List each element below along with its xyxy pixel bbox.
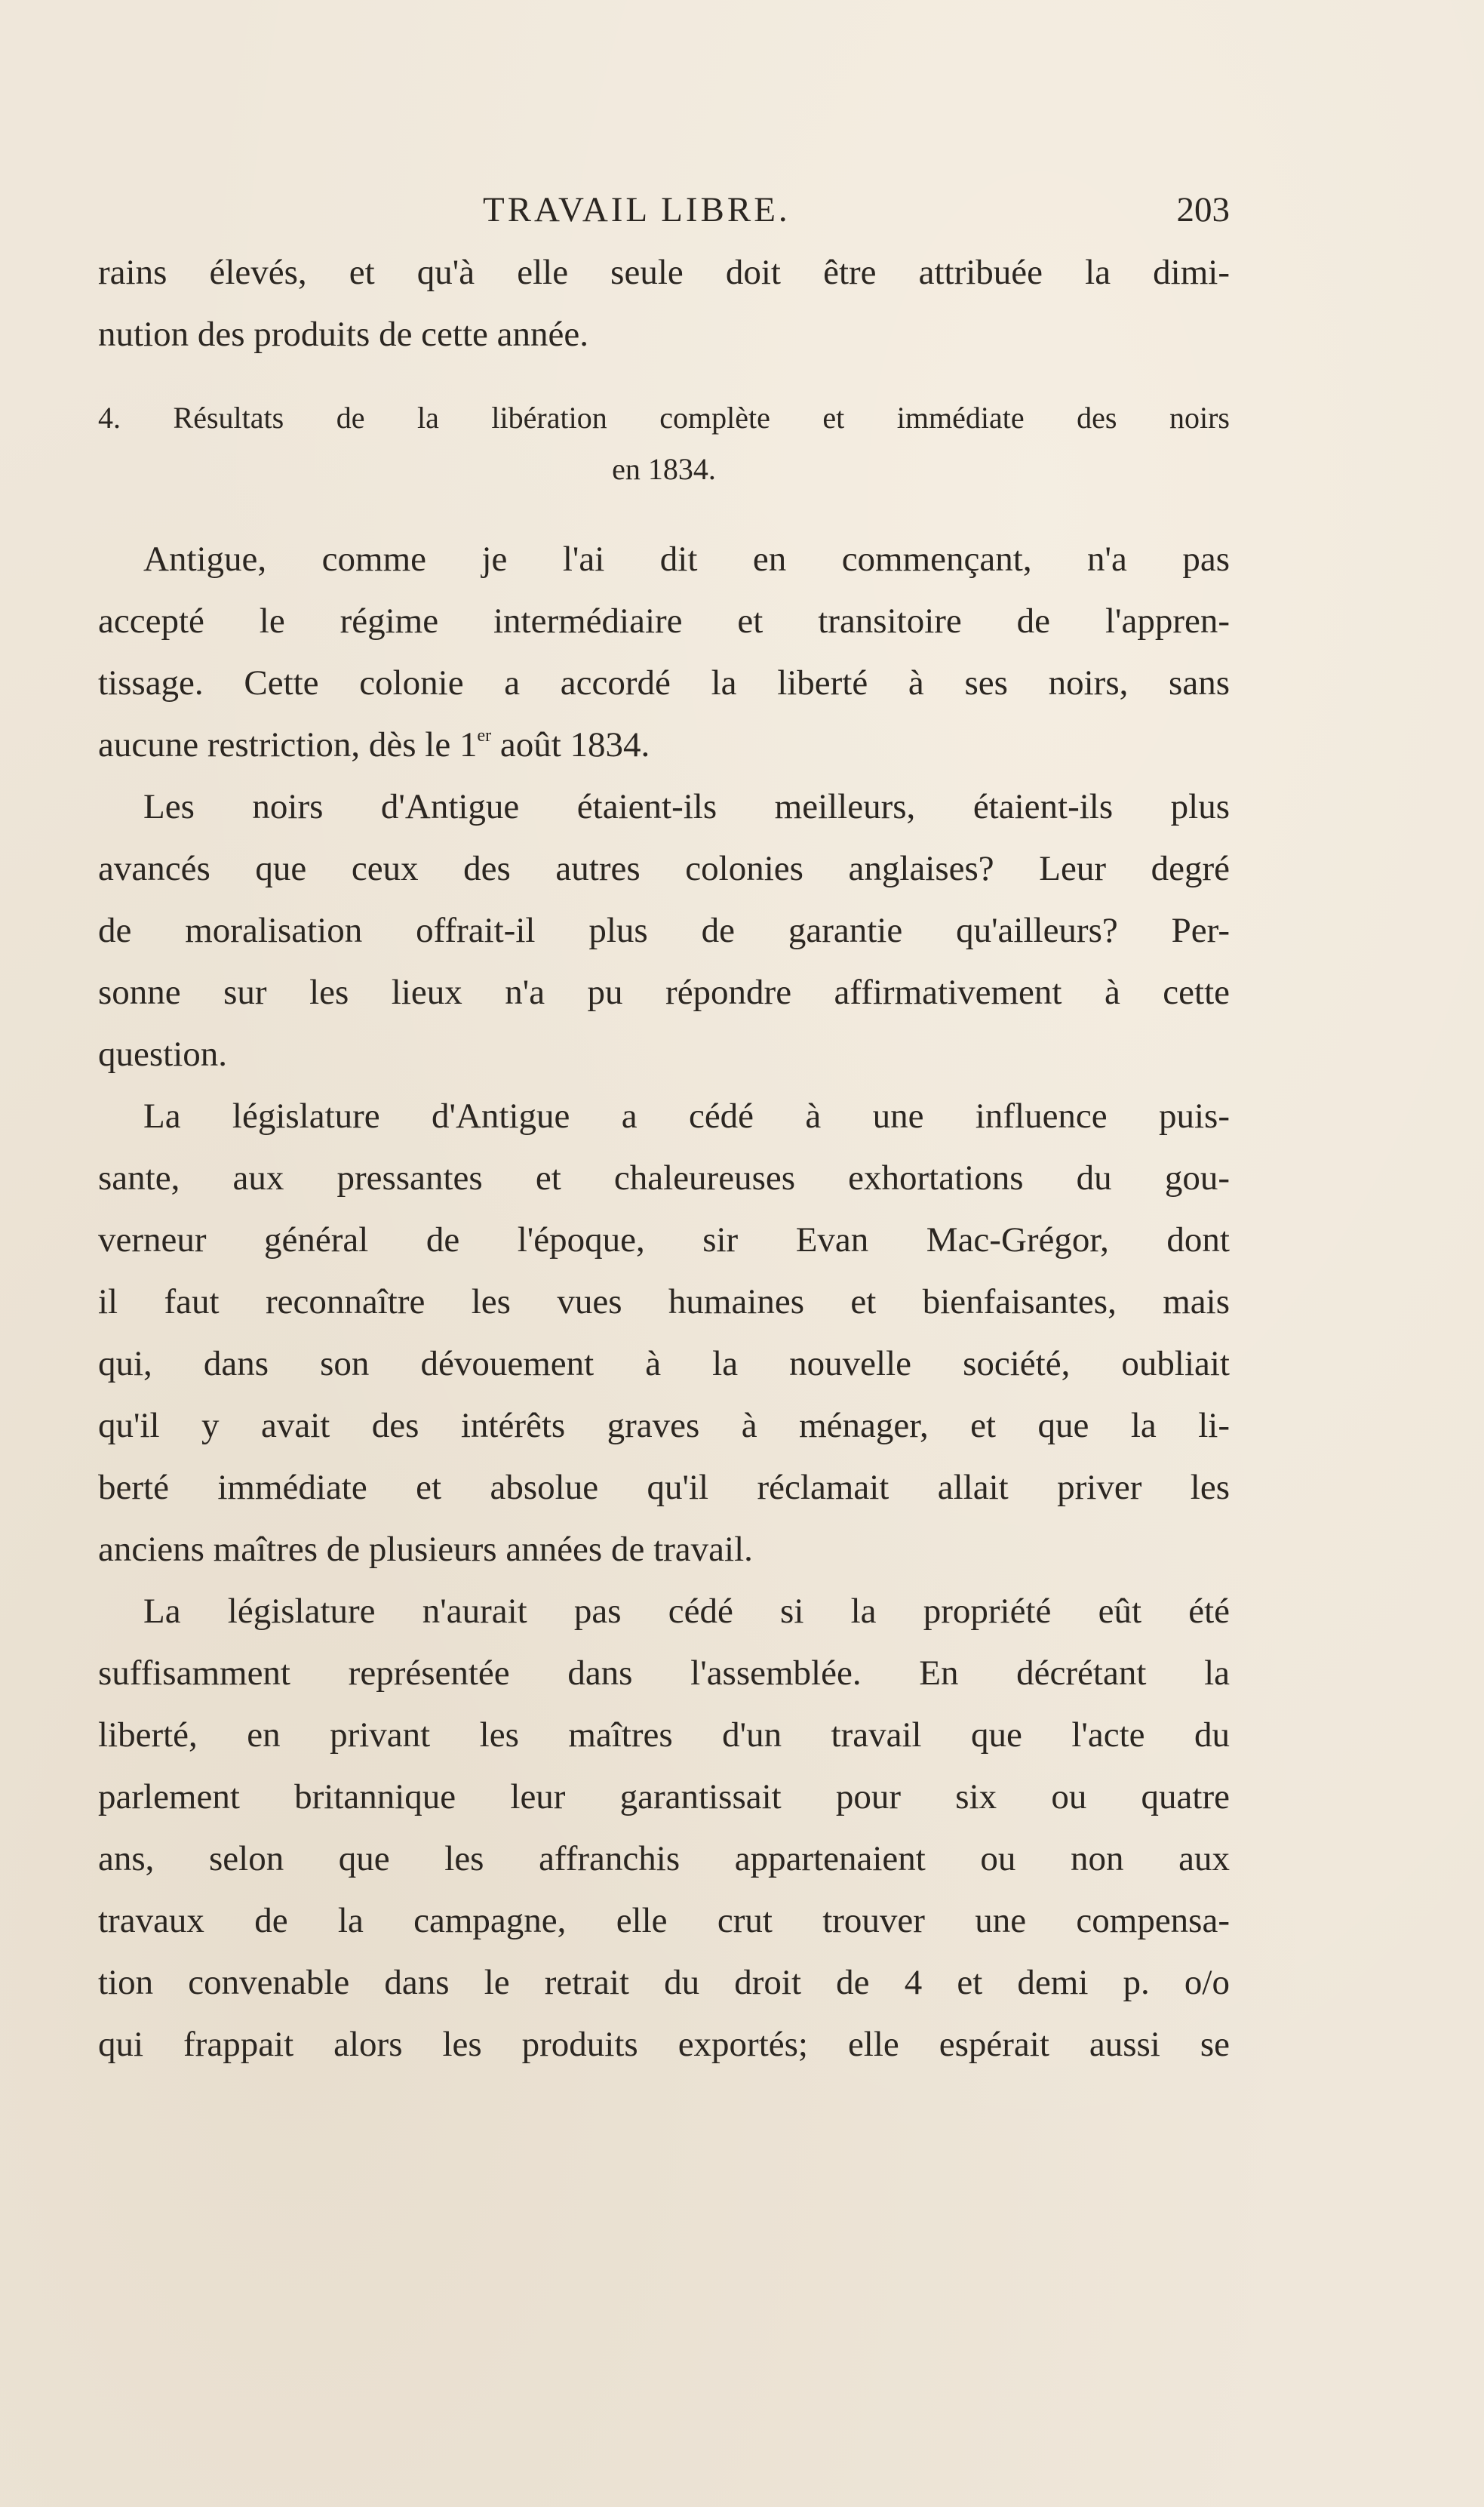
text-line [98,714,1230,776]
text-fragment: aucune restriction, dès le 1 [98,725,478,764]
text-line: ans, selon que les affranchis appartenaient ou non aux [98,1839,1230,1878]
running-head: TRAVAIL LIBRE. [483,190,791,229]
paragraph [98,528,1230,776]
paragraph [98,1580,1230,2075]
text-line: La législature d'Antigue a cédé à une influence puis- [143,1097,1230,1136]
paragraph-continuation [98,241,1230,365]
text-line: Antigue, comme je l'ai dit en commençant, n'a pas [143,540,1230,579]
text-line: tissage. Cette colonie a accordé la liberté à ses noirs, sans [98,663,1230,703]
text-line: liberté, en privant les maîtres d'un travail que l'acte du [98,1715,1230,1755]
text-fragment: août 1834. [491,725,650,764]
text-line: verneur général de l'époque, sir Evan Mac-Grégor, dont [98,1220,1230,1260]
text-line: La législature n'aurait pas cédé si la propriété eût été [143,1592,1230,1631]
page-header [98,180,1230,240]
text-line: nution des produits de cette année. [98,315,588,354]
text-line: anciens maîtres de plusieurs années de travail. [98,1530,753,1569]
section-heading-line: en 1834. [612,452,716,486]
text-line: Les noirs d'Antigue étaient-ils meilleurs, étaient-ils plus [143,787,1230,826]
page-number: 203 [1176,190,1230,229]
text-line: avancés que ceux des autres colonies anglaises? Leur degré [98,849,1230,888]
text-line: sante, aux pressantes et chaleureuses exhortations du gou- [98,1158,1230,1198]
section-heading [98,392,1230,495]
text-line: question. [98,1035,228,1074]
text-line: accepté le régime intermédiaire et transitoire de l'appren- [98,601,1230,641]
section-heading-line: 4. Résultats de la libération complète et immédiate des noirs [98,401,1230,435]
page-body [98,241,1230,2075]
text-line: qui, dans son dévouement à la nouvelle société, oubliait [98,1344,1230,1383]
text-line: qui frappait alors les produits exportés; elle espérait aussi se [98,2025,1230,2064]
text-line: tion convenable dans le retrait du droit de 4 et demi p. o/o [98,1963,1230,2002]
paragraph [98,1085,1230,1580]
text-line: il faut reconnaître les vues humaines et bienfaisantes, mais [98,1282,1230,1321]
text-line: parlement britannique leur garantissait pour six ou quatre [98,1777,1230,1816]
text-line: sonne sur les lieux n'a pu répondre affirmativement à cette [98,973,1230,1012]
text-line: de moralisation offrait-il plus de garantie qu'ailleurs? Per- [98,911,1230,950]
text-line: berté immédiate et absolue qu'il réclamait allait priver les [98,1468,1230,1507]
text-line: rains élevés, et qu'à elle seule doit être attribuée la dimi- [98,253,1230,292]
text-line: travaux de la campagne, elle crut trouver une compensa- [98,1901,1230,1940]
text-line: qu'il y avait des intérêts graves à ménager, et que la li- [98,1406,1230,1445]
ordinal-superscript: er [477,726,492,746]
paragraph [98,776,1230,1085]
text-line: suffisamment représentée dans l'assemblée. En décrétant la [98,1653,1230,1693]
